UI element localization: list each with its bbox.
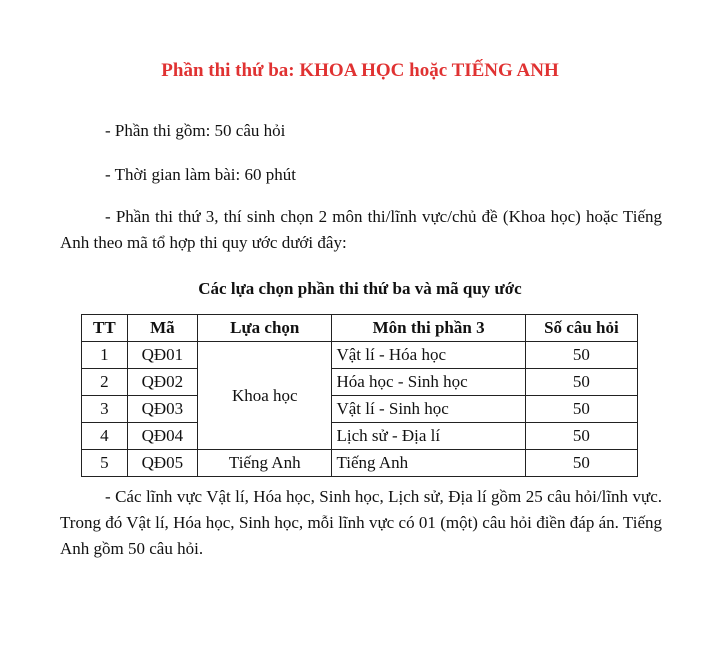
cell-mon-thi: Vật lí - Sinh học: [332, 396, 525, 423]
cell-ma: QĐ01: [127, 342, 197, 369]
table-header-row: [82, 315, 638, 342]
table-row: [82, 369, 638, 396]
header-ma: Mã: [127, 315, 197, 342]
table-caption: Các lựa chọn phần thi thứ ba và mã quy ước: [198, 279, 522, 298]
cell-tt: 4: [82, 423, 128, 450]
bullet-selection-rule: - Phần thi thứ 3, thí sinh chọn 2 môn thi/lĩnh vực/chủ đề (Khoa học) hoặc Tiếng Anh theo mã tổ hợp thi quy ước dưới đây:: [60, 207, 662, 252]
note-paragraph: - Các lĩnh vực Vật lí, Hóa học, Sinh học, Lịch sử, Địa lí gồm 25 câu hỏi/lĩnh vực. Trong đó Vật lí, Hóa học, Sinh học, mỗi lĩnh vực có 01 (một) câu hỏi điền đáp án. Tiếng Anh gồm 50 câu hỏi.: [60, 487, 662, 558]
cell-tt: 3: [82, 396, 128, 423]
section-title: Phần thi thứ ba: KHOA HỌC hoặc TIẾNG ANH: [161, 60, 559, 81]
cell-so-cau-hoi: 50: [525, 423, 637, 450]
cell-tt: 5: [82, 450, 128, 477]
cell-lua-chon-tieng-anh: Tiếng Anh: [198, 450, 332, 477]
header-tt: TT: [82, 315, 128, 342]
header-lua-chon: Lựa chọn: [198, 315, 332, 342]
table-row: [82, 396, 638, 423]
cell-mon-thi: Tiếng Anh: [332, 450, 525, 477]
cell-so-cau-hoi: 50: [525, 450, 637, 477]
options-table: [81, 314, 638, 477]
bullet-question-count: - Phần thi gồm: 50 câu hỏi: [105, 121, 286, 140]
cell-mon-thi: Hóa học - Sinh học: [332, 369, 525, 396]
cell-so-cau-hoi: 50: [525, 369, 637, 396]
header-so-cau-hoi: Số câu hỏi: [525, 315, 637, 342]
header-mon-thi: Môn thi phần 3: [332, 315, 525, 342]
cell-tt: 2: [82, 369, 128, 396]
cell-tt: 1: [82, 342, 128, 369]
cell-so-cau-hoi: 50: [525, 342, 637, 369]
cell-ma: QĐ05: [127, 450, 197, 477]
cell-ma: QĐ03: [127, 396, 197, 423]
cell-mon-thi: Vật lí - Hóa học: [332, 342, 525, 369]
table-row: [82, 450, 638, 477]
cell-lua-chon-khoa-hoc: Khoa học: [198, 342, 332, 450]
bullet-duration: - Thời gian làm bài: 60 phút: [105, 165, 296, 184]
cell-so-cau-hoi: 50: [525, 396, 637, 423]
cell-ma: QĐ04: [127, 423, 197, 450]
cell-ma: QĐ02: [127, 369, 197, 396]
table-row: [82, 342, 638, 369]
table-row: [82, 423, 638, 450]
cell-mon-thi: Lịch sử - Địa lí: [332, 423, 525, 450]
